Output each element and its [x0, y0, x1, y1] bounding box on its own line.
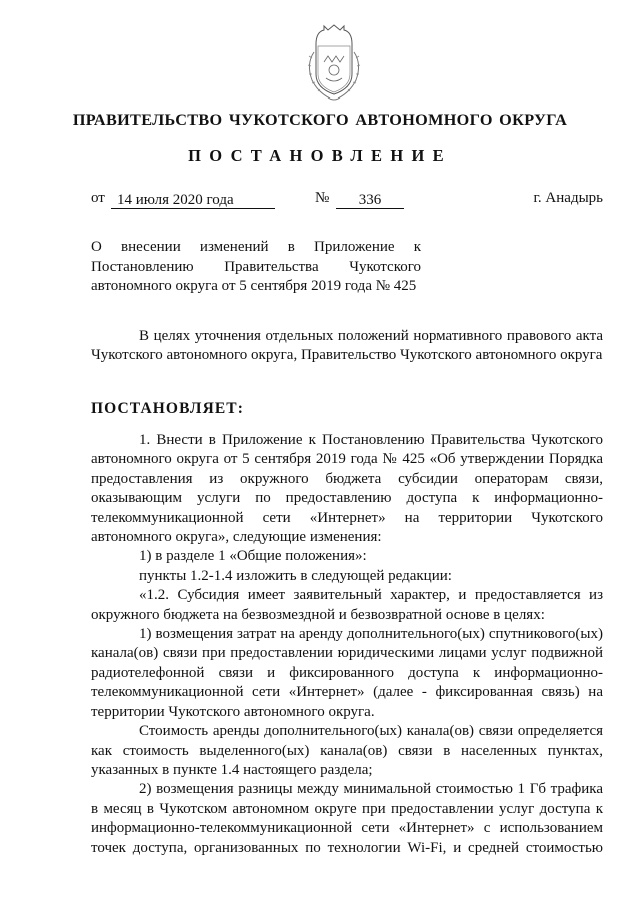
paragraph-5: 1) возмещения затрат на аренду дополнительного(ых) спутникового(ых) канала(ов) связи при предоставлении юридическими лицами услуг подвижной радиотелефонной связи и фиксированного доступа к информационно-телекоммуникационной сети «Интернет» (далее - фиксированная связь) на территории Чукотского автономного округа. [91, 626, 603, 720]
government-title: ПРАВИТЕЛЬСТВО ЧУКОТСКОГО АВТОНОМНОГО ОКРУГА [72, 111, 568, 129]
document-number: 336 [358, 192, 382, 208]
paragraph-1: 1. Внести в Приложение к Постановлению Правительства Чукотского автономного округа от 5 сентября 2019 года № 425 «Об утверждении Порядка предоставления из окружного бюджета субсидии операторам связи, оказывающим услуги по предоставлению доступа к информационно-телекоммуникационной сети «Интернет» на территории Чукотского автономного округа», следующие изменения: [91, 432, 603, 546]
paragraph-3: пункты 1.2-1.4 изложить в следующей редакции: [139, 567, 452, 584]
chukotka-coat-of-arms-icon [302, 22, 366, 106]
document-subject: О внесении изменений в Приложение к Постановлению Правительства Чукотского автономного округа от 5 сентября 2019 года № 425 [91, 239, 421, 295]
date-prefix: от [91, 190, 105, 206]
number-prefix: № [315, 190, 330, 206]
decree-word: ПОСТАНОВЛЯЕТ: [91, 400, 244, 417]
preamble: В целях уточнения отдельных положений нормативного правового акта Чукотского автономного округа, Правительство Чукотского автономного округа [91, 328, 603, 364]
paragraph-4: «1.2. Субсидия имеет заявительный характер, и предоставляется из окружного бюджета на безвозмездной и безвозвратной основе в целях: [91, 587, 603, 623]
paragraph-2: 1) в разделе 1 «Общие положения»: [139, 548, 367, 565]
document-type: ПОСТАНОВЛЕНИЕ [188, 146, 452, 165]
document-city: г. Анадырь [533, 190, 603, 206]
paragraph-6: Стоимость аренды дополнительного(ых) канала(ов) связи определяется как стоимость выделенного(ых) канала(ов) связи в населенных пунктах, указанных в пункте 1.4 настоящего раздела; [91, 723, 603, 778]
paragraph-7: 2) возмещения разницы между минимальной стоимостью 1 Гб трафика в месяц в Чукотском автономном округе при предоставлении услуг доступа к информационно-телекоммуникационной сети «Интернет» с использованием точек доступа, организованных по технологии Wi-Fi, и средней стоимостью [91, 781, 603, 856]
document-date: 14 июля 2020 года [117, 192, 234, 208]
